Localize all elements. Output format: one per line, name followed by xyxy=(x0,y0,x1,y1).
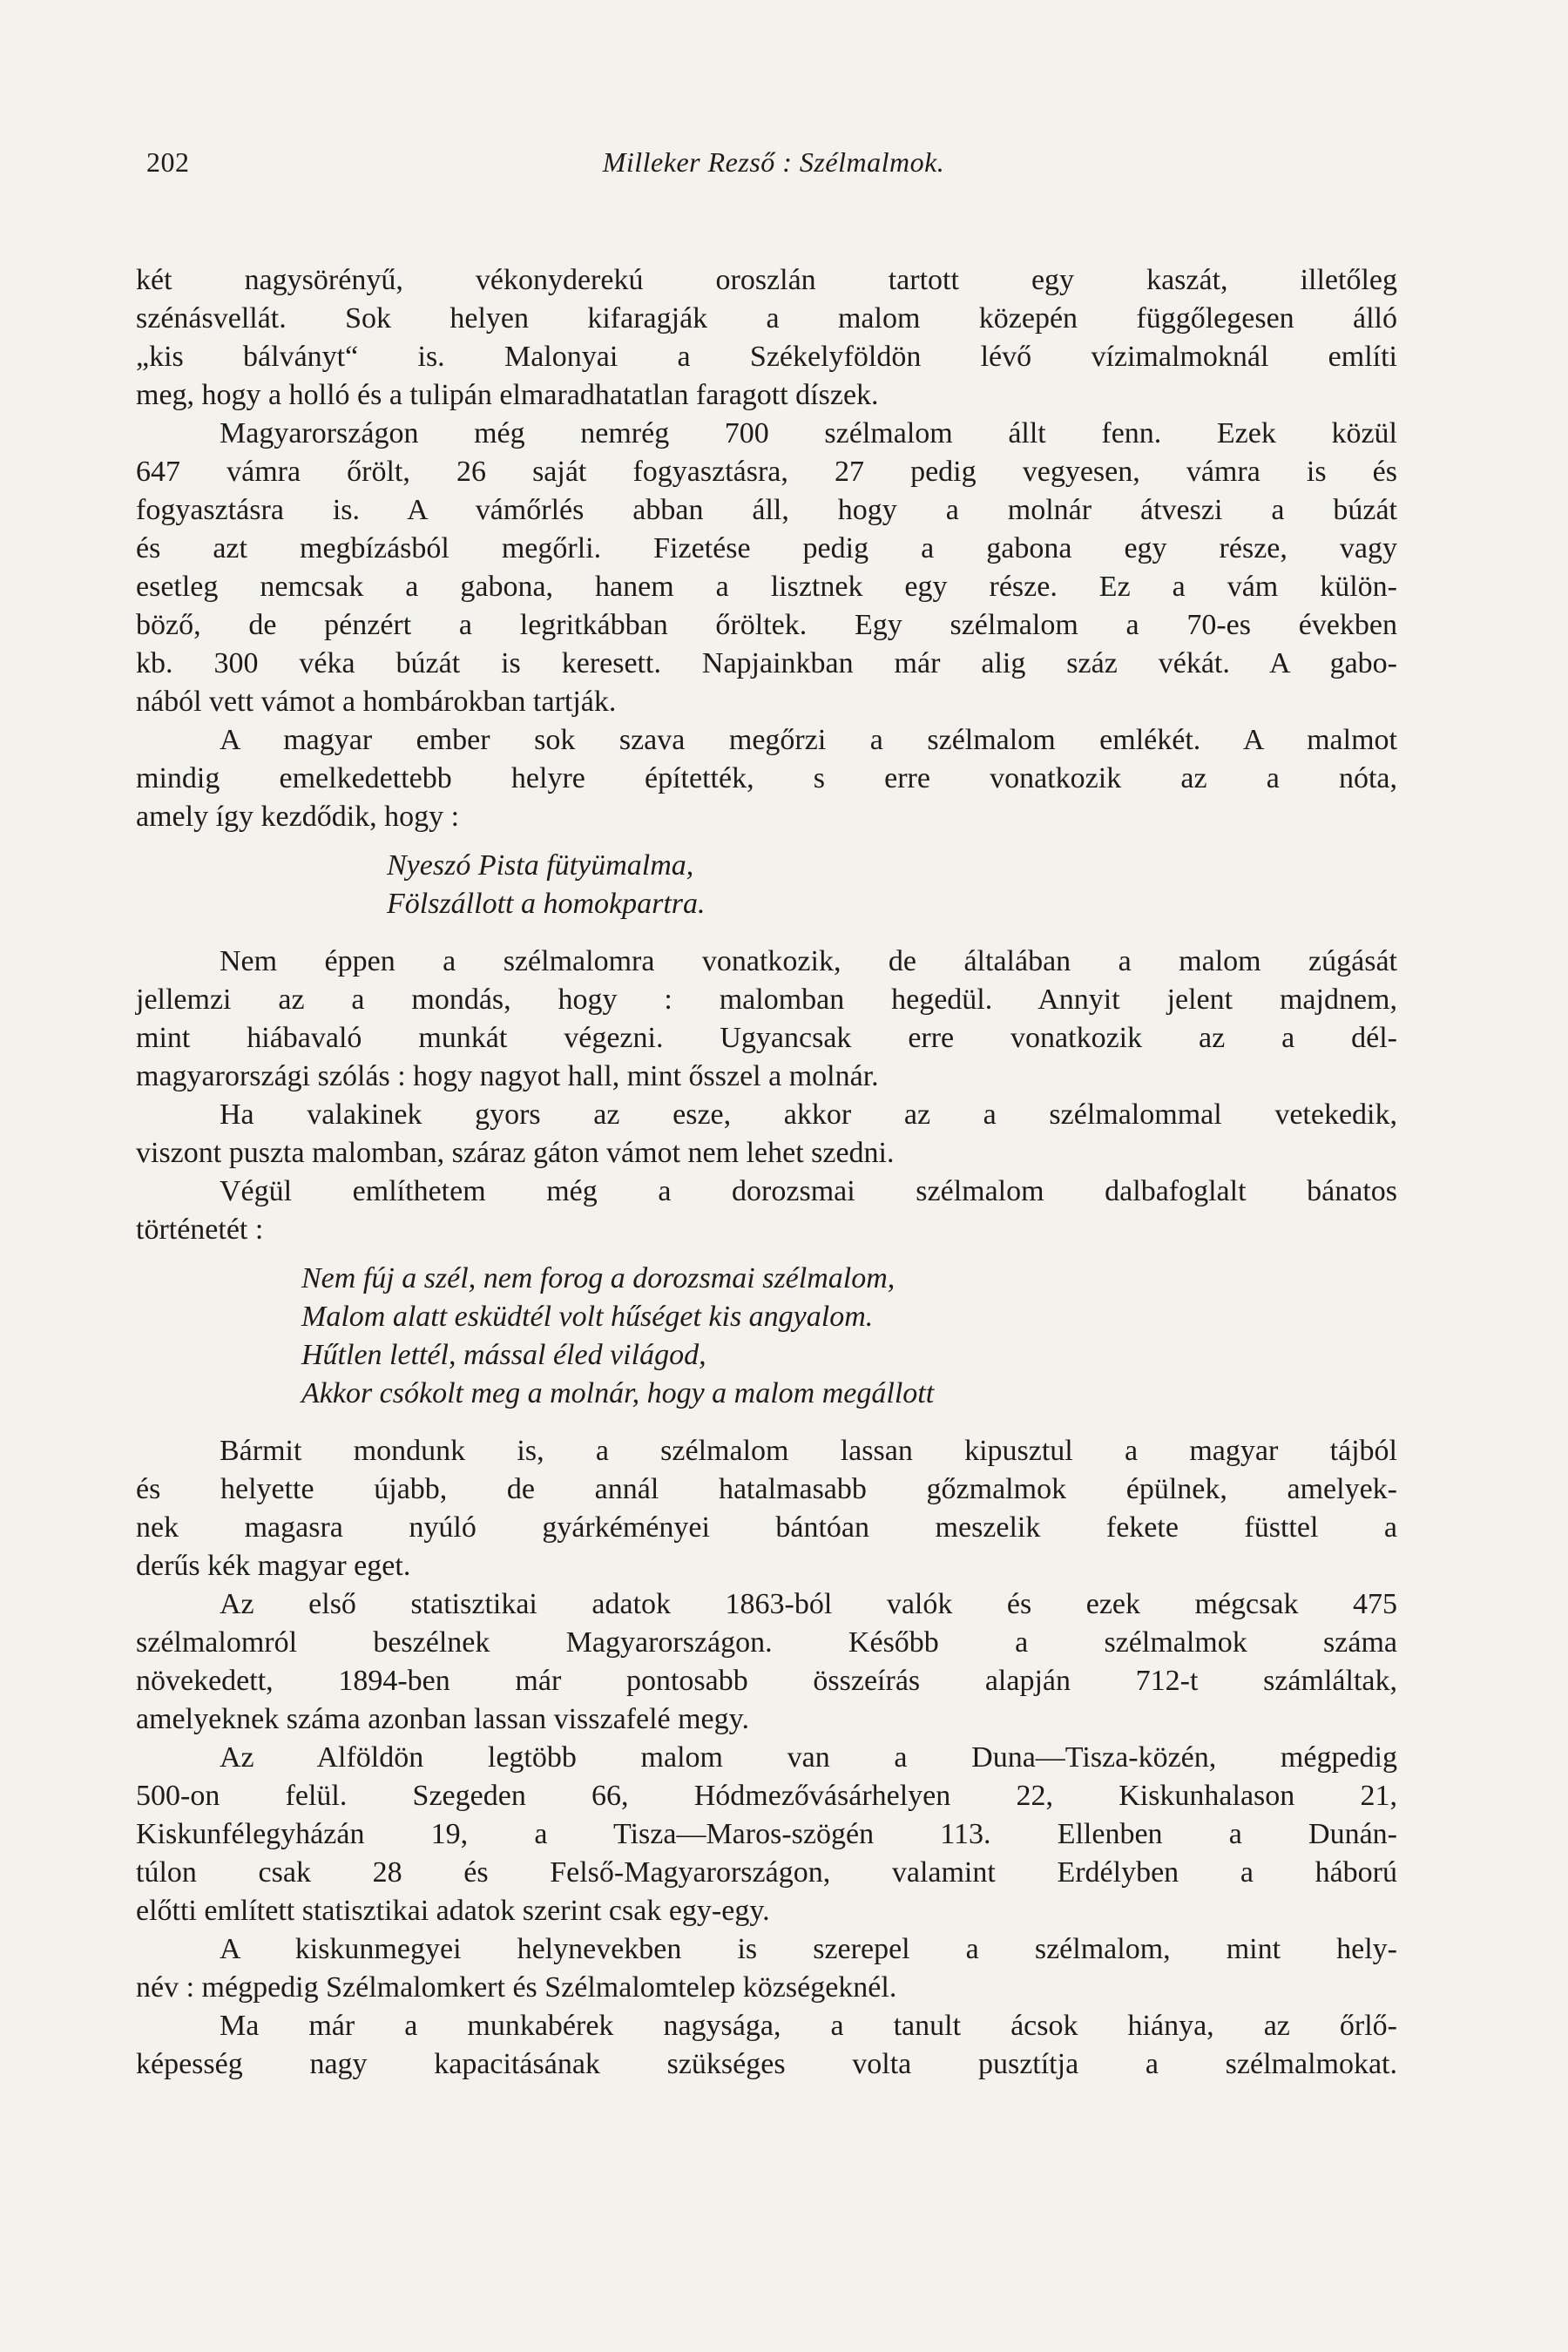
text-line: derűs kék magyar eget. xyxy=(136,1550,411,1582)
text-line: A kiskunmegyei helynevekben is szerepel a szélmalom, mint hely- xyxy=(220,1933,1397,1965)
text-line: nek magasra nyúló gyárkéményei bántóan meszelik fekete füsttel a xyxy=(136,1511,1397,1544)
text-line: 500-on felül. Szegeden 66, Hódmezővásárhelyen 22, Kiskunhalason 21, xyxy=(136,1780,1397,1812)
verse-block xyxy=(136,847,1397,923)
paragraph xyxy=(136,721,1397,836)
verse-block xyxy=(136,1260,1397,1413)
text-line: két nagysörényű, vékonyderekú oroszlán tartott egy kaszát, illetőleg xyxy=(136,264,1397,296)
verse-line: Malom alatt esküdtél volt hűséget kis angyalom. xyxy=(301,1301,874,1333)
text-line: Nem éppen a szélmalomra vonatkozik, de általában a malom zúgását xyxy=(220,945,1397,977)
text-line: 647 vámra őrölt, 26 saját fogyasztásra, 27 pedig vegyesen, vámra is és xyxy=(136,456,1397,488)
text-line: A magyar ember sok szava megőrzi a szélmalom emlékét. A malmot xyxy=(220,724,1397,756)
verse-line: Nyeszó Pista fütyümalma, xyxy=(387,849,694,882)
text-line: böző, de pénzért a legritkábban őröltek. Egy szélmalom a 70-es években xyxy=(136,609,1397,641)
text-line: amelyeknek száma azonban lassan visszafelé megy. xyxy=(136,1703,749,1735)
text-line: növekedett, 1894-ben már pontosabb összeírás alapján 712-t számláltak, xyxy=(136,1665,1397,1697)
verse-line: Hűtlen lettél, mással éled világod, xyxy=(301,1339,706,1371)
verse-line: Nem fúj a szél, nem forog a dorozsmai szélmalom, xyxy=(301,1262,896,1294)
verse-line: Fölszállott a homokpartra. xyxy=(387,888,706,920)
text-line: Ma már a munkabérek nagysága, a tanult ácsok hiánya, az őrlő- xyxy=(220,2010,1397,2042)
text-line: fogyasztásra is. A vámőrlés abban áll, hogy a molnár átveszi a búzát xyxy=(136,494,1397,526)
running-head: Milleker Rezső : Szélmalmok. xyxy=(602,146,945,178)
text-line: és azt megbízásból megőrli. Fizetése pedig a gabona egy része, vagy xyxy=(136,532,1397,564)
text-line: túlon csak 28 és Felső-Magyarországon, valamint Erdélyben a háború xyxy=(136,1856,1397,1889)
paragraph xyxy=(136,1585,1397,1739)
paragraph xyxy=(136,943,1397,1096)
text-line: nából vett vámot a hombárokban tartják. xyxy=(136,686,617,718)
text-line: név : mégpedig Szélmalomkert és Szélmalomtelep községeknél. xyxy=(136,1971,897,2004)
text-line: magyarországi szólás : hogy nagyot hall, mint ősszel a molnár. xyxy=(136,1060,879,1092)
paragraph xyxy=(136,1432,1397,1585)
text-line: Ha valakinek gyors az esze, akkor az a szélmalommal vetekedik, xyxy=(220,1098,1397,1131)
page-number: 202 xyxy=(146,146,190,178)
text-line: szélmalomról beszélnek Magyarországon. Később a szélmalmok száma xyxy=(136,1626,1397,1659)
text-line: képesség nagy kapacitásának szükséges volta pusztítja a szélmalmokat. xyxy=(136,2048,1397,2080)
text-line: Bármit mondunk is, a szélmalom lassan kipusztul a magyar tájból xyxy=(220,1435,1397,1467)
text-line: történetét : xyxy=(136,1213,264,1246)
paragraph xyxy=(136,415,1397,721)
text-line: jellemzi az a mondás, hogy : malomban hegedül. Annyit jelent majdnem, xyxy=(136,983,1397,1016)
paragraph xyxy=(136,261,1397,415)
text-line: meg, hogy a holló és a tulipán elmaradhatatlan faragott díszek. xyxy=(136,379,879,411)
text-line: amely így kezdődik, hogy : xyxy=(136,801,460,833)
text-line: Az első statisztikai adatok 1863-ból valók és ezek mégcsak 475 xyxy=(220,1588,1397,1620)
paragraph xyxy=(136,2007,1397,2084)
text-line: előtti említett statisztikai adatok szerint csak egy-egy. xyxy=(136,1895,770,1927)
paragraph xyxy=(136,1739,1397,1930)
text-line: esetleg nemcsak a gabona, hanem a lisztnek egy része. Ez a vám külön- xyxy=(136,571,1397,603)
text-line: mindig emelkedettebb helyre építették, s erre vonatkozik az a nóta, xyxy=(136,762,1397,794)
text-line: mint hiábavaló munkát végezni. Ugyancsak erre vonatkozik az a dél- xyxy=(136,1022,1397,1054)
text-line: Az Alföldön legtöbb malom van a Duna—Tisza-közén, mégpedig xyxy=(220,1741,1397,1774)
paragraph xyxy=(136,1096,1397,1173)
text-line: viszont puszta malomban, száraz gáton vámot nem lehet szedni. xyxy=(136,1137,895,1169)
text-line: kb. 300 véka búzát is keresett. Napjainkban már alig száz vékát. A gabo- xyxy=(136,647,1397,679)
paragraph xyxy=(136,1173,1397,1249)
text-line: „kis bálványt“ is. Malonyai a Székelyföldön lévő vízimalmoknál említi xyxy=(136,341,1397,373)
body-text xyxy=(136,261,1397,2084)
text-line: és helyette újabb, de annál hatalmasabb gőzmalmok épülnek, amelyek- xyxy=(136,1473,1397,1505)
paragraph xyxy=(136,1930,1397,2007)
verse-line: Akkor csókolt meg a molnár, hogy a malom megállott xyxy=(301,1377,935,1409)
text-line: Magyarországon még nemrég 700 szélmalom állt fenn. Ezek közül xyxy=(220,417,1397,449)
page-header xyxy=(146,146,1401,188)
text-line: szénásvellát. Sok helyen kifaragják a malom közepén függőlegesen álló xyxy=(136,302,1397,335)
text-line: Végül említhetem még a dorozsmai szélmalom dalbafoglalt bánatos xyxy=(220,1175,1397,1207)
text-line: Kiskunfélegyházán 19, a Tisza—Maros-szögén 113. Ellenben a Dunán- xyxy=(136,1818,1397,1850)
